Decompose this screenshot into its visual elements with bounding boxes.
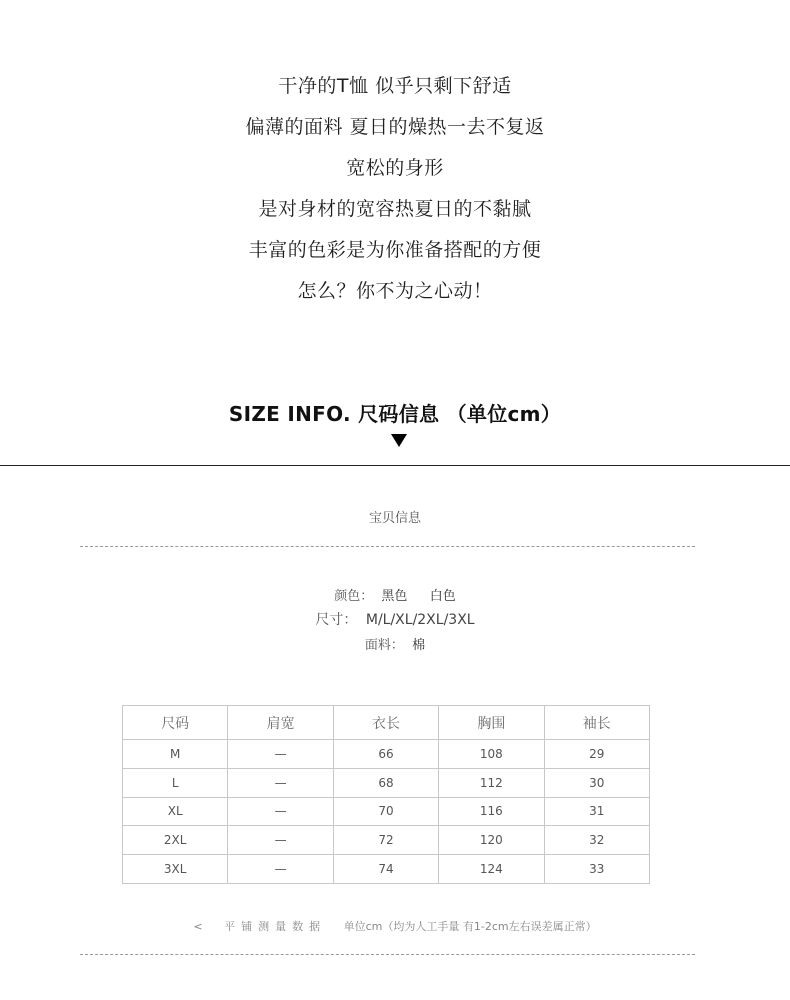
poem-line: 干净的T恤 似乎只剩下舒适 [278,75,512,97]
table-header: 肩宽 [228,706,333,740]
fabric-value: 棉 [412,638,426,653]
color-value: 黑色 [381,589,408,604]
table-cell: 74 [333,855,438,884]
table-cell: 68 [333,768,438,797]
table-row [123,855,650,884]
table-row [123,768,650,797]
table-header-row [123,706,650,740]
measurement-method: 平铺测量数据 [224,920,327,933]
section-divider [0,465,790,466]
table-header: 胸围 [439,706,544,740]
table-cell: 30 [544,768,649,797]
color-label: 颜色： [334,589,374,604]
poem-line: 怎么？你不为之心动！ [297,280,493,302]
dashed-divider [80,954,695,955]
table-cell: 108 [439,740,544,769]
table-cell: 70 [333,797,438,826]
table-cell: — [228,740,333,769]
table-cell: 29 [544,740,649,769]
size-label: 尺寸： [315,612,358,628]
table-cell: 112 [439,768,544,797]
size-row [0,609,790,629]
table-cell: 120 [439,826,544,855]
table-cell: — [228,855,333,884]
intro-poem [0,66,790,312]
table-cell: M [123,740,228,769]
left-angle-icon: < [193,920,203,933]
down-triangle-icon [391,434,407,447]
table-cell: 2XL [123,826,228,855]
table-row [123,797,650,826]
table-cell: XL [123,797,228,826]
poem-line: 丰富的色彩是为你准备搭配的方便 [248,239,542,261]
table-cell: — [228,826,333,855]
product-info-title: 宝贝信息 [368,511,421,526]
table-cell: 32 [544,826,649,855]
table-cell: L [123,768,228,797]
poem-line: 宽松的身形 [346,157,444,179]
measurement-detail: 单位cm（均为人工手量 有1-2cm左右误差属正常） [343,920,597,933]
table-cell: 72 [333,826,438,855]
table-cell: 33 [544,855,649,884]
table-row [123,826,650,855]
poem-line: 是对身材的宽容热夏日的不黏腻 [258,198,532,220]
poem-line: 偏薄的面料 夏日的燥热一去不复返 [245,116,545,138]
size-table [122,705,650,884]
table-cell: 66 [333,740,438,769]
size-info-heading: SIZE INFO. 尺码信息 （单位cm） [228,402,562,426]
color-row [0,585,790,604]
table-cell: 3XL [123,855,228,884]
size-value: M/L/XL/2XL/3XL [365,612,475,628]
table-cell: 116 [439,797,544,826]
table-row [123,740,650,769]
table-header: 袖长 [544,706,649,740]
measurement-note [0,918,790,934]
dashed-divider [80,546,695,547]
fabric-label: 面料： [364,638,404,653]
table-cell: — [228,768,333,797]
table-header: 尺码 [123,706,228,740]
table-cell: 31 [544,797,649,826]
table-cell: — [228,797,333,826]
fabric-row [0,634,790,653]
table-header: 衣长 [333,706,438,740]
color-value: 白色 [429,589,456,604]
table-cell: 124 [439,855,544,884]
